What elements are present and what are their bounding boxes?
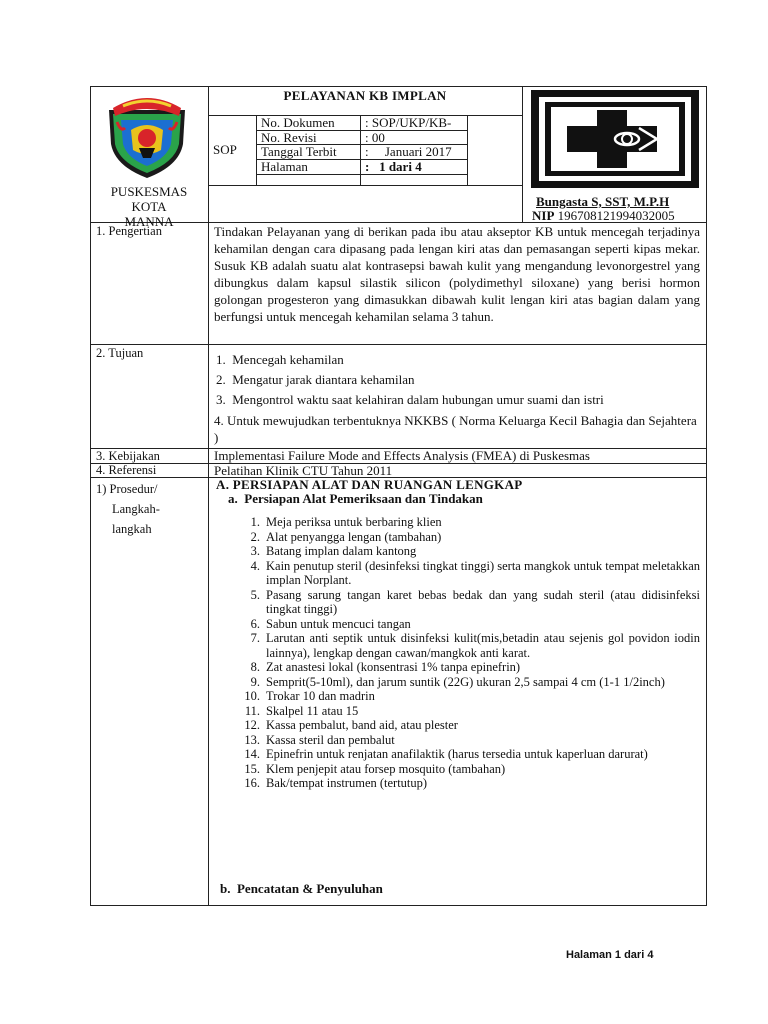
meta-value-tanggal-terbit: : Januari 2017 <box>365 144 452 159</box>
meta-label-tanggal-terbit: Tanggal Terbit <box>261 144 337 159</box>
item-text: Epinefrin untuk renjatan anafilaktik (harus tersedia untuk kaperluan darurat) <box>266 747 648 761</box>
item-text: Alat penyangga lengan (tambahan) <box>266 529 442 544</box>
puskesmas-name <box>90 184 208 229</box>
item-number: 7. <box>250 631 260 645</box>
prosedur-label-line-3: langkah <box>112 522 152 536</box>
section-label-kebijakan: 3. Kebijakan <box>96 449 160 463</box>
item-number: 12. <box>244 718 260 732</box>
meta-value-no-dokumen: : SOP/UKP/KB- <box>365 115 452 130</box>
list-item <box>240 704 700 719</box>
item-number: 13. <box>244 732 260 747</box>
prosedur-heading-a: A. PERSIAPAN ALAT DAN RUANGAN LENGKAP <box>216 477 523 492</box>
list-item <box>240 689 700 704</box>
item-number: 5. <box>250 587 260 602</box>
list-item <box>240 588 700 617</box>
tujuan-item-4: 4. Untuk mewujudkan terbentuknya NKKBS ( Norma Keluarga Kecil Bahagia dan Sejahtera ) <box>214 413 697 445</box>
meta-label-no-revisi: No. Revisi <box>261 130 317 145</box>
item-number: 2. <box>250 529 260 544</box>
item-number: 4. <box>250 558 260 573</box>
page-footer: Halaman 1 dari 4 <box>566 949 654 961</box>
list-item <box>240 776 700 791</box>
item-number: 8. <box>250 660 260 674</box>
signer-nip <box>532 208 675 224</box>
puskesmas-line-2: KOTA <box>131 199 167 214</box>
item-text: Batang implan dalam kantong <box>266 544 417 558</box>
item-number: 10. <box>244 689 260 703</box>
list-item <box>240 559 700 588</box>
item-number: 1. <box>250 515 260 529</box>
item-text: Zat anastesi lokal (konsentrasi 1% tanpa epinefrin) <box>266 660 521 674</box>
pengertian-text: Tindakan Pelayanan yang di berikan pada ibu atau akseptor KB untuk mencegah terjadinya kehamilan dengan cara dipasang pada lengan kiri atas dan pemasangan seperti kipas mekar. Susuk KB adalah suatu alat kontrasepsi bawah kulit yang mengandung levonorgestrel yang dibungkus dalam kapsul silastik silicon (polydimethyl siloxane) yang berisi hormon golongan progesteron yang dimasukkan dibawah kulit lengan kiri atas bagian dalam yang berfungsi untuk mencegah kehamilan selama 3 tahun. <box>214 224 700 324</box>
item-text: Skalpel 11 atau 15 <box>266 703 359 718</box>
list-item <box>240 544 700 559</box>
item-text: Bak/tempat instrumen (tertutup) <box>266 776 428 790</box>
puskesmas-line-1: PUSKESMAS <box>110 184 188 199</box>
meta-label-halaman: Halaman <box>261 159 308 174</box>
prosedur-label-line-2: Langkah- <box>112 502 160 516</box>
section-label-tujuan: 2. Tujuan <box>96 346 144 360</box>
list-item <box>240 631 700 660</box>
item-text: Larutan anti septik untuk disinfeksi kulit(mis,betadin atau sejenis gol povidon iodin lainnya), lengkap dengan cawan/mangkok anti karat. <box>266 631 700 660</box>
prosedur-items <box>240 515 700 791</box>
item-text: Kassa steril dan pembalut <box>266 732 395 747</box>
meta-label-no-dokumen: No. Dokumen <box>261 115 335 130</box>
item-text: Pasang sarung tangan karet bebas bedak dan yang sudah steril (atau didisinfeksi tingkat tinggi) <box>266 587 700 616</box>
item-number: 9. <box>250 674 260 689</box>
list-item <box>240 762 700 777</box>
document-title: PELAYANAN KB IMPLAN <box>283 88 447 103</box>
list-item <box>240 747 700 762</box>
list-item <box>240 733 700 748</box>
signer-name: Bungasta S, SST, M.P.H <box>536 194 670 209</box>
item-number: 6. <box>250 616 260 631</box>
puskesmas-emblem-icon <box>103 92 191 180</box>
list-item <box>240 515 700 530</box>
referensi-text: Pelatihan Klinik CTU Tahun 2011 <box>214 463 393 478</box>
list-item <box>240 530 700 545</box>
item-text: Semprit(5-10ml), dan jarum suntik (22G) ukuran 2,5 sampai 4 cm (1-1 1/2inch) <box>266 674 665 689</box>
tujuan-item-3: 3. Mengontrol waktu saat kelahiran dalam hubungan umur suami dan istri <box>216 392 604 407</box>
prosedur-sub-a: a. Persiapan Alat Pemeriksaan dan Tindakan <box>228 491 483 506</box>
item-number: 15. <box>244 761 260 776</box>
item-text: Trokar 10 dan madrin <box>266 689 375 703</box>
kebijakan-text: Implementasi Failure Mode and Effects Analysis (FMEA) di Puskesmas <box>214 448 590 463</box>
item-number: 3. <box>250 544 260 558</box>
nip-value: 196708121994032005 <box>557 208 675 223</box>
item-text: Meja periksa untuk berbaring klien <box>266 515 442 529</box>
item-number: 11. <box>244 703 260 718</box>
list-item <box>240 660 700 675</box>
item-text: Kain penutup steril (desinfeksi tingkat tinggi) serta mangkok untuk tempat meletakkan implan Norplant. <box>266 558 700 587</box>
item-text: Kassa pembalut, band aid, atau plester <box>266 718 458 732</box>
section-label-prosedur <box>96 479 160 539</box>
list-item <box>240 617 700 632</box>
list-item <box>240 675 700 690</box>
item-text: Sabun untuk mencuci tangan <box>266 616 411 631</box>
meta-value-halaman: : 1 dari 4 <box>365 159 422 174</box>
item-number: 16. <box>244 776 260 790</box>
tujuan-item-2: 2. Mengatur jarak diantara kehamilan <box>216 372 415 387</box>
item-number: 14. <box>244 747 260 761</box>
prosedur-label-line-1: 1) Prosedur/ <box>96 482 158 496</box>
nip-label: NIP <box>532 208 555 223</box>
meta-value-no-revisi: : 00 <box>365 130 385 145</box>
list-item <box>240 718 700 733</box>
section-label-pengertian: 1. Pengertian <box>96 224 162 238</box>
prosedur-sub-b: b. Pencatatan & Penyuluhan <box>220 881 383 896</box>
sop-label: SOP <box>213 142 237 157</box>
health-cross-icon <box>527 88 703 192</box>
section-label-referensi: 4. Referensi <box>96 463 157 477</box>
puskesmas-line-3: MANNA <box>124 214 174 229</box>
tujuan-item-1: 1. Mencegah kehamilan <box>216 352 344 367</box>
item-text: Klem penjepit atau forsep mosquito (tambahan) <box>266 761 506 776</box>
